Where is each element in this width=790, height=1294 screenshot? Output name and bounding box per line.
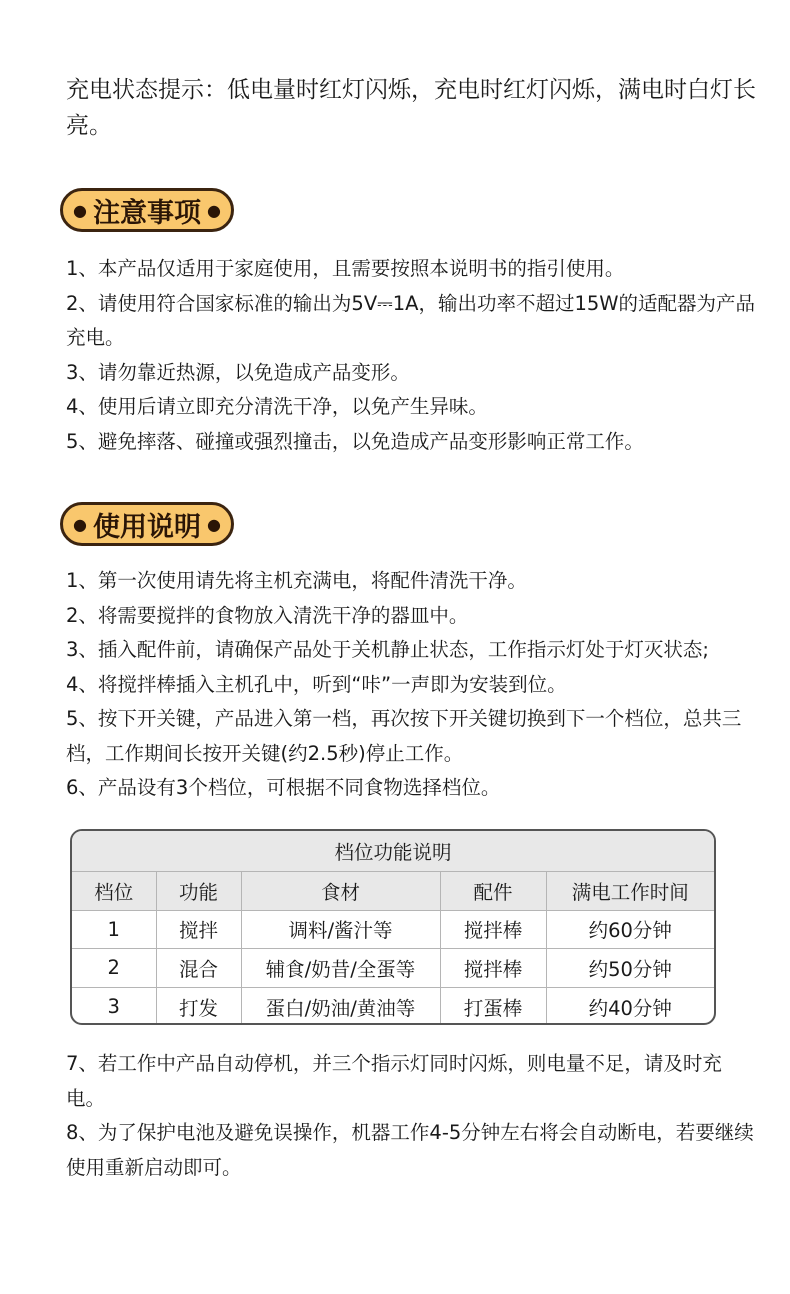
list-item: 6、产品设有3个档位，可根据不同食物选择档位。 — [66, 776, 501, 799]
bullet-dot-icon: ● — [207, 514, 221, 534]
list-item: 5、避免摔落、碰撞或强烈撞击，以免造成产品变形影响正常工作。 — [66, 429, 644, 453]
table-cell: 蛋白/奶油/黄油等 — [241, 987, 440, 1025]
table-cell: 约40分钟 — [546, 987, 714, 1025]
table-cell: 搅拌 — [156, 910, 241, 949]
list-item: 1、本产品仅适用于家庭使用，且需要按照本说明书的指引使用。 — [66, 257, 625, 280]
list-item: 4、使用后请立即充分清洗干净，以免产生异味。 — [66, 395, 488, 418]
list-item: 4、将搅拌棒插入主机孔中，听到“咔”一声即为安装到位。 — [66, 672, 567, 696]
list-item: 5、按下开关键，产品进入第一档，再次按下开关键切换到下一个档位，总共三档，工作期间长按开关键(约2.5秒)停止工作。 — [66, 707, 742, 765]
table-cell: 打发 — [156, 987, 241, 1025]
list-item: 7、若工作中产品自动停机，并三个指示灯同时闪烁，则电量不足，请及时充电。 — [66, 1052, 722, 1110]
bullet-dot-icon: ● — [73, 200, 87, 220]
table-row — [72, 987, 714, 1025]
list-item: 2、请使用符合国家标准的输出为5V⎓1A，输出功率不超过15W的适配器为产品充电。 — [66, 291, 756, 349]
list-item: 3、请勿靠近热源，以免造成产品变形。 — [66, 360, 410, 384]
list-item: 2、将需要搅拌的食物放入清洗干净的器皿中。 — [66, 603, 469, 627]
column-header-function: 功能 — [156, 872, 241, 911]
bullet-dot-icon: ● — [73, 514, 87, 534]
table-cell: 打蛋棒 — [440, 987, 546, 1025]
list-item: 1、第一次使用请先将主机充满电，将配件清洗干净。 — [66, 569, 527, 592]
table-cell: 调料/酱汁等 — [241, 910, 440, 949]
list-item: 3、插入配件前，请确保产品处于关机静止状态，工作指示灯处于灯灭状态; — [66, 638, 709, 661]
section-title-precautions: 注意事项 — [93, 197, 201, 229]
column-header-gear: 档位 — [72, 872, 156, 911]
bullet-dot-icon: ● — [207, 200, 221, 220]
table-row — [72, 949, 714, 988]
table-cell: 搅拌棒 — [440, 910, 546, 949]
precautions-list — [66, 252, 756, 459]
table-cell: 约50分钟 — [546, 949, 714, 988]
table-cell: 1 — [72, 910, 156, 949]
table-cell: 约60分钟 — [546, 910, 714, 949]
table-cell: 搅拌棒 — [440, 949, 546, 988]
table-cell: 3 — [72, 987, 156, 1025]
table-caption: 档位功能说明 — [72, 831, 714, 872]
column-header-runtime: 满电工作时间 — [546, 872, 714, 911]
table-cell: 2 — [72, 949, 156, 988]
section-badge-instructions — [60, 502, 234, 546]
table-cell: 辅食/奶昔/全蛋等 — [241, 949, 440, 988]
section-badge-precautions — [60, 188, 234, 232]
gear-function-table — [70, 829, 716, 1025]
column-header-ingredients: 食材 — [241, 872, 440, 911]
column-header-accessory: 配件 — [440, 872, 546, 911]
instructions-list-continued — [66, 1047, 756, 1185]
list-item: 8、为了保护电池及避免误操作，机器工作4-5分钟左右将会自动断电，若要继续使用重新启动即可。 — [66, 1121, 754, 1179]
table-row — [72, 910, 714, 949]
instructions-list — [66, 564, 756, 806]
table-cell: 混合 — [156, 949, 241, 988]
section-title-instructions: 使用说明 — [93, 511, 201, 543]
charging-status-note: 充电状态提示：低电量时红灯闪烁，充电时红灯闪烁，满电时白灯长亮。 — [66, 77, 756, 139]
